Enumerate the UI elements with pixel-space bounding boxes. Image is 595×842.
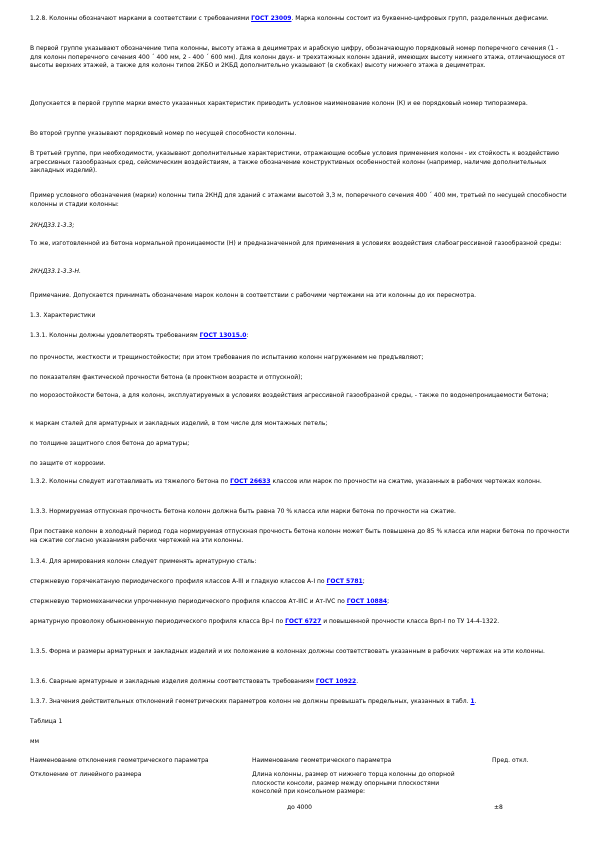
paragraph (30, 718, 570, 727)
table-cell: до 4000 (287, 804, 312, 811)
paragraph (30, 100, 570, 109)
paragraph-text: 1.3.2. Колонны следует изготавливать из тяжелого бетона по (30, 478, 231, 485)
paragraph (30, 648, 570, 657)
paragraph-text: по защите от коррозии. (30, 460, 106, 467)
paragraph-text: . (356, 678, 359, 685)
table-header-deviation: Наименование отклонения геометрического параметра (30, 757, 209, 764)
paragraph-text: 1.3.6. Сварные арматурные и закладные изделия должны соответствовать требованиям (30, 678, 316, 685)
paragraph (30, 508, 570, 517)
paragraph-text: 1.3.3. Нормируемая отпускная прочность бетона колонн должна быть равна 70 % класса или марки бетона по прочности на сжатие. (30, 508, 456, 515)
paragraph-text: к маркам сталей для арматурных и закладных изделий, в том числе для монтажных петель; (30, 420, 328, 427)
paragraph-text: арматурную проволоку обыкновенную периодического профиля класса Вр-I по (30, 618, 286, 625)
standard-link[interactable]: ГОСТ 5781 (326, 578, 363, 585)
paragraph (30, 460, 570, 469)
paragraph-text: . Марка колонны состоит из буквенно-цифровых групп, разделенных дефисами. (291, 15, 549, 22)
paragraph (30, 192, 570, 209)
paragraph (30, 738, 570, 747)
table-cell: Длина колонны, размер от нижнего торца колонны до опорной плоскости консоли, размер между опорными плоскостями консолей при консольном размере: (252, 771, 455, 795)
paragraph (30, 292, 570, 301)
paragraph-text: . (474, 698, 477, 705)
paragraph-text: по морозостойкости бетона, а для колонн, эксплуатируемых в условиях воздействия агрессивной газообразной среды, - также по водонепроницаемости бетона; (30, 392, 549, 399)
paragraph-text: 2КНД33.1-3.3; (30, 222, 75, 229)
paragraph (30, 578, 570, 587)
table-cell: Отклонение от линейного размера (30, 771, 142, 778)
paragraph-text: 1.3.4. Для армирования колонн следует применять арматурную сталь: (30, 558, 257, 565)
standard-link[interactable]: ГОСТ 6727 (285, 618, 322, 625)
standard-link[interactable]: ГОСТ 23009 (251, 15, 292, 22)
paragraph-text: : (246, 332, 249, 339)
paragraph-text: 1.2.8. Колонны обозначают марками в соответствии с требованиями (30, 15, 252, 22)
standard-link[interactable]: ГОСТ 10922 (315, 678, 357, 685)
paragraph-text: ; (362, 578, 365, 585)
standard-link[interactable]: ГОСТ 10884 (346, 598, 388, 605)
paragraph-text: стержневую горячекатаную периодического профиля классов А-III и гладкую классов А-I по (30, 578, 327, 585)
table-cell: ±8 (494, 804, 503, 811)
paragraph (30, 420, 570, 429)
paragraph (30, 618, 570, 627)
paragraph (30, 374, 570, 383)
paragraph (30, 528, 570, 545)
paragraph (30, 150, 570, 176)
paragraph (30, 268, 570, 277)
paragraph-text: по прочности, жесткости и трещиностойкости; при этом требования по испытанию колонн нагружением не предъявляют; (30, 354, 424, 361)
paragraph-text: Во второй группе указывают порядковый номер по несущей способности колонны. (30, 130, 297, 137)
paragraph (30, 354, 570, 363)
paragraph (30, 15, 570, 24)
paragraph-text: 1.3.5. Форма и размеры арматурных и закладных изделий и их положение в колоннах должны соответствовать указанным в рабочих чертежах на эти колонны. (30, 648, 545, 655)
standard-link[interactable]: ГОСТ 26633 (230, 478, 271, 485)
paragraph (30, 130, 570, 139)
standard-link[interactable]: 1 (470, 698, 475, 705)
paragraph-text: 1.3.1. Колонны должны удовлетворять требованиям (30, 332, 200, 339)
paragraph-text: и повышенной прочности класса Врп-I по ТУ 14-4-1322. (321, 618, 500, 625)
paragraph-text: ; (387, 598, 390, 605)
paragraph-text: 1.3.7. Значения действительных отклонений геометрических параметров колонн не должны превышать предельных, указанных в табл. (30, 698, 471, 705)
paragraph (30, 598, 570, 607)
paragraph-text: То же, изготовленной из бетона нормальной проницаемости (Н) и предназначенной для применения в условиях воздействия слабоагрессивной газообразной среды: (30, 240, 562, 247)
paragraph-text: В первой группе указывают обозначение типа колонны, высоту этажа в дециметрах и арабскую цифру, обозначающую порядковый номер поперечного сечения (1 - для колонн поперечного сечения 400 ´ 400 мм, 2 - 400 ´ 600 мм). Для колонн двух- и трехэтажных колонн зданий, имеющих высоту нижнего этажа, отличающуюся от высоты верхних этажей, а также для колонн типов 2КБО и 2КБД дополнительно указывают (в скобках) высоту нижнего этажа в дециметрах. (30, 45, 565, 69)
table-header-parameter: Наименование геометрического параметра (252, 757, 392, 764)
paragraph (30, 332, 570, 341)
paragraph (30, 222, 570, 231)
paragraph (30, 478, 570, 487)
paragraph-text: Примечание. Допускается принимать обозначение марок колонн в соответствии с рабочими чертежами на эти колонны до их пересмотра. (30, 292, 477, 299)
paragraph (30, 392, 570, 401)
paragraph-text: по показателям фактической прочности бетона (в проектном возрасте и отпускной); (30, 374, 303, 381)
paragraph-text: стержневую термомеханически упрочненную периодического профиля классов Ат-IIIC и Ат-IVC по (30, 598, 347, 605)
paragraph-text: по толщине защитного слоя бетона до арматуры; (30, 440, 190, 447)
paragraph (30, 440, 570, 449)
paragraph-text: Допускается в первой группе марки вместо указанных характеристик приводить условное наименование колонн (К) и ее порядковый номер типоразмера. (30, 100, 528, 107)
paragraph (30, 240, 570, 249)
paragraph (30, 312, 570, 321)
standard-link[interactable]: ГОСТ 13015.0 (199, 332, 247, 339)
paragraph-text: При поставке колонн в холодный период года нормируемая отпускная прочность бетона колонн может быть повышена до 85 % класса или марки бетона по прочности на сжатие согласно указаниям рабочих чертежей на эти колонны. (30, 528, 570, 544)
table-header-tolerance: Пред. откл. (492, 757, 529, 764)
paragraph-text: Таблица 1 (30, 718, 63, 725)
paragraph-text: В третьей группе, при необходимости, указывают дополнительные характеристики, отражающие особые условия применения колонн - их стойкость к воздействию агрессивных газообразных сред, сейсмическим воздействиям, а также обозначение конструктивных особенностей колонн (например, наличие дополнительных закладных изделий). (30, 150, 560, 174)
paragraph-text: 2КНД33.1-3.3-Н. (30, 268, 81, 275)
paragraph-text: Пример условного обозначения (марки) колонны типа 2КНД для зданий с этажами высотой 3,3 м, поперечного сечения 400 ´ 400 мм, третьей по несущей способности колонны и стадии колонны: (30, 192, 567, 208)
paragraph (30, 558, 570, 567)
paragraph-text: классов или марок по прочности на сжатие, указанных в рабочих чертежах колонн. (270, 478, 542, 485)
paragraph (30, 698, 570, 707)
paragraph (30, 45, 570, 71)
paragraph-text: мм (30, 738, 40, 745)
paragraph-text: 1.3. Характеристики (30, 312, 96, 319)
paragraph (30, 678, 570, 687)
